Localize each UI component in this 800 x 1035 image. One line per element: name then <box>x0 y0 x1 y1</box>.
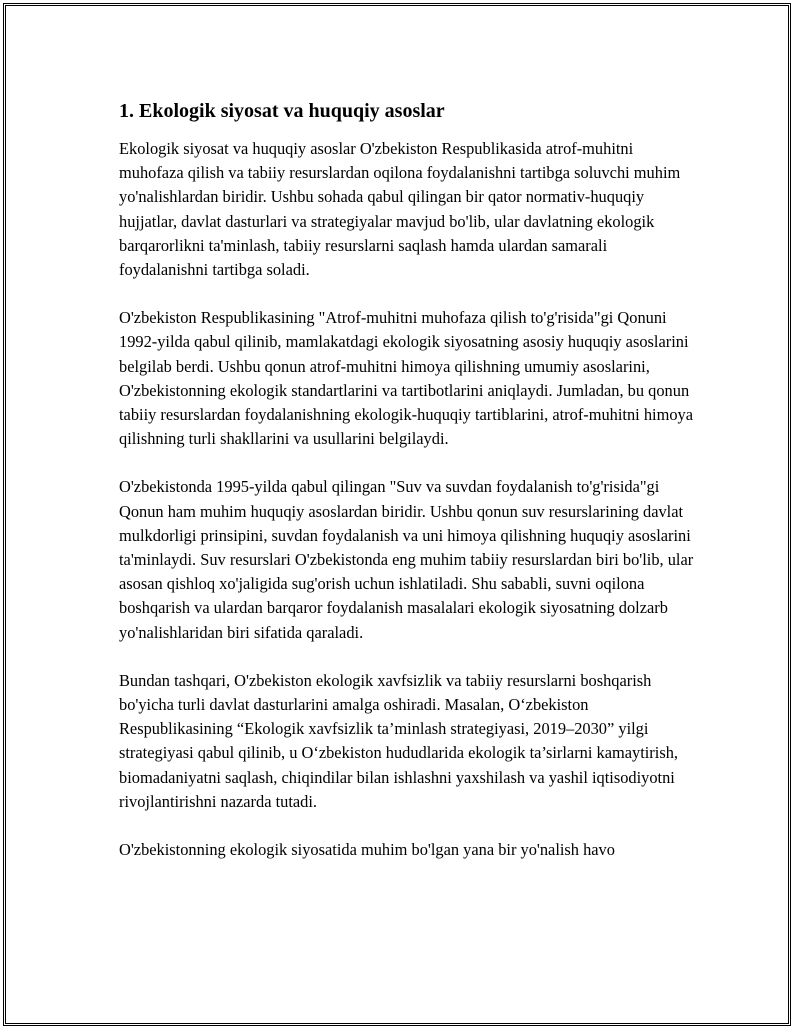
section-heading: 1. Ekologik siyosat va huquqiy asoslar <box>119 100 445 122</box>
paragraph: O'zbekistonning ekologik siyosatida muhim bo'lgan yana bir yo'nalish havo <box>119 840 615 860</box>
paragraph: Bundan tashqari, O'zbekiston ekologik xavfsizlik va tabiiy resurslarni boshqarish bo'yicha turli davlat dasturlarini amalga oshiradi. Masalan, O‘zbekiston Respublikasining “Ekologik xavfsizlik ta’minlash strategiyasi, 2019–2030” yilgi strategiyasi qabul qilinib, u O‘zbekiston hududlarida ekologik ta’sirlarni kamaytirish, biomadaniyatni saqlash, chiqindilar bilan ishlashni yaxshilash va yashil iqtisodiyotni rivojlantirishni nazarda tutadi. <box>119 670 678 811</box>
document-page <box>3 3 791 1026</box>
document-content <box>119 98 699 886</box>
paragraph: Ekologik siyosat va huquqiy asoslar O'zbekiston Respublikasida atrof-muhitni muhofaza qilish va tabiiy resurslardan oqilona foydalanishni tartibga soluvchi muhim yo'nalishlardan biridir. Ushbu sohada qabul qilingan bir qator normativ-huquqiy hujjatlar, davlat dasturlari va strategiyalar mavjud bo'lib, ular davlatning ekologik barqarorlikni ta'minlash, tabiiy resurslarni saqlash hamda ulardan samarali foydalanishni tartibga soladi. <box>119 139 681 280</box>
paragraph: O'zbekiston Respublikasining "Atrof-muhitni muhofaza qilish to'g'risida"gi Qonuni 1992-yilda qabul qilinib, mamlakatdagi ekologik siyosatning asosiy huquqiy asoslarini belgilab berdi. Ushbu qonun atrof-muhitni himoya qilishning umumiy asoslarini, O'zbekistonning ekologik standartlarini va tartibotlarini aniqlaydi. Jumladan, bu qonun tabiiy resurslardan foydalanishning ekologik-huquqiy tartiblarini, atrof-muhitni himoya qilishning turli shakllarini va usullarini belgilaydi. <box>119 308 694 449</box>
paragraph: O'zbekistonda 1995-yilda qabul qilingan "Suv va suvdan foydalanish to'g'risida"gi Qonun ham muhim huquqiy asoslardan biridir. Ushbu qonun suv resurslarining davlat mulkdorligi prinsipini, suvdan foydalanish va uni himoya qilishning huquqiy asoslarini ta'minlaydi. Suv resurslari O'zbekistonda eng muhim tabiiy resurslardan biri bo'lib, ular asosan qishloq xo'jaligida sug'orish uchun ishlatiladi. Shu sababli, suvni oqilona boshqarish va ulardan barqaror foydalanish masalalari ekologik siyosatning dolzarb yo'nalishlaridan biri sifatida qaraladi. <box>119 477 694 642</box>
